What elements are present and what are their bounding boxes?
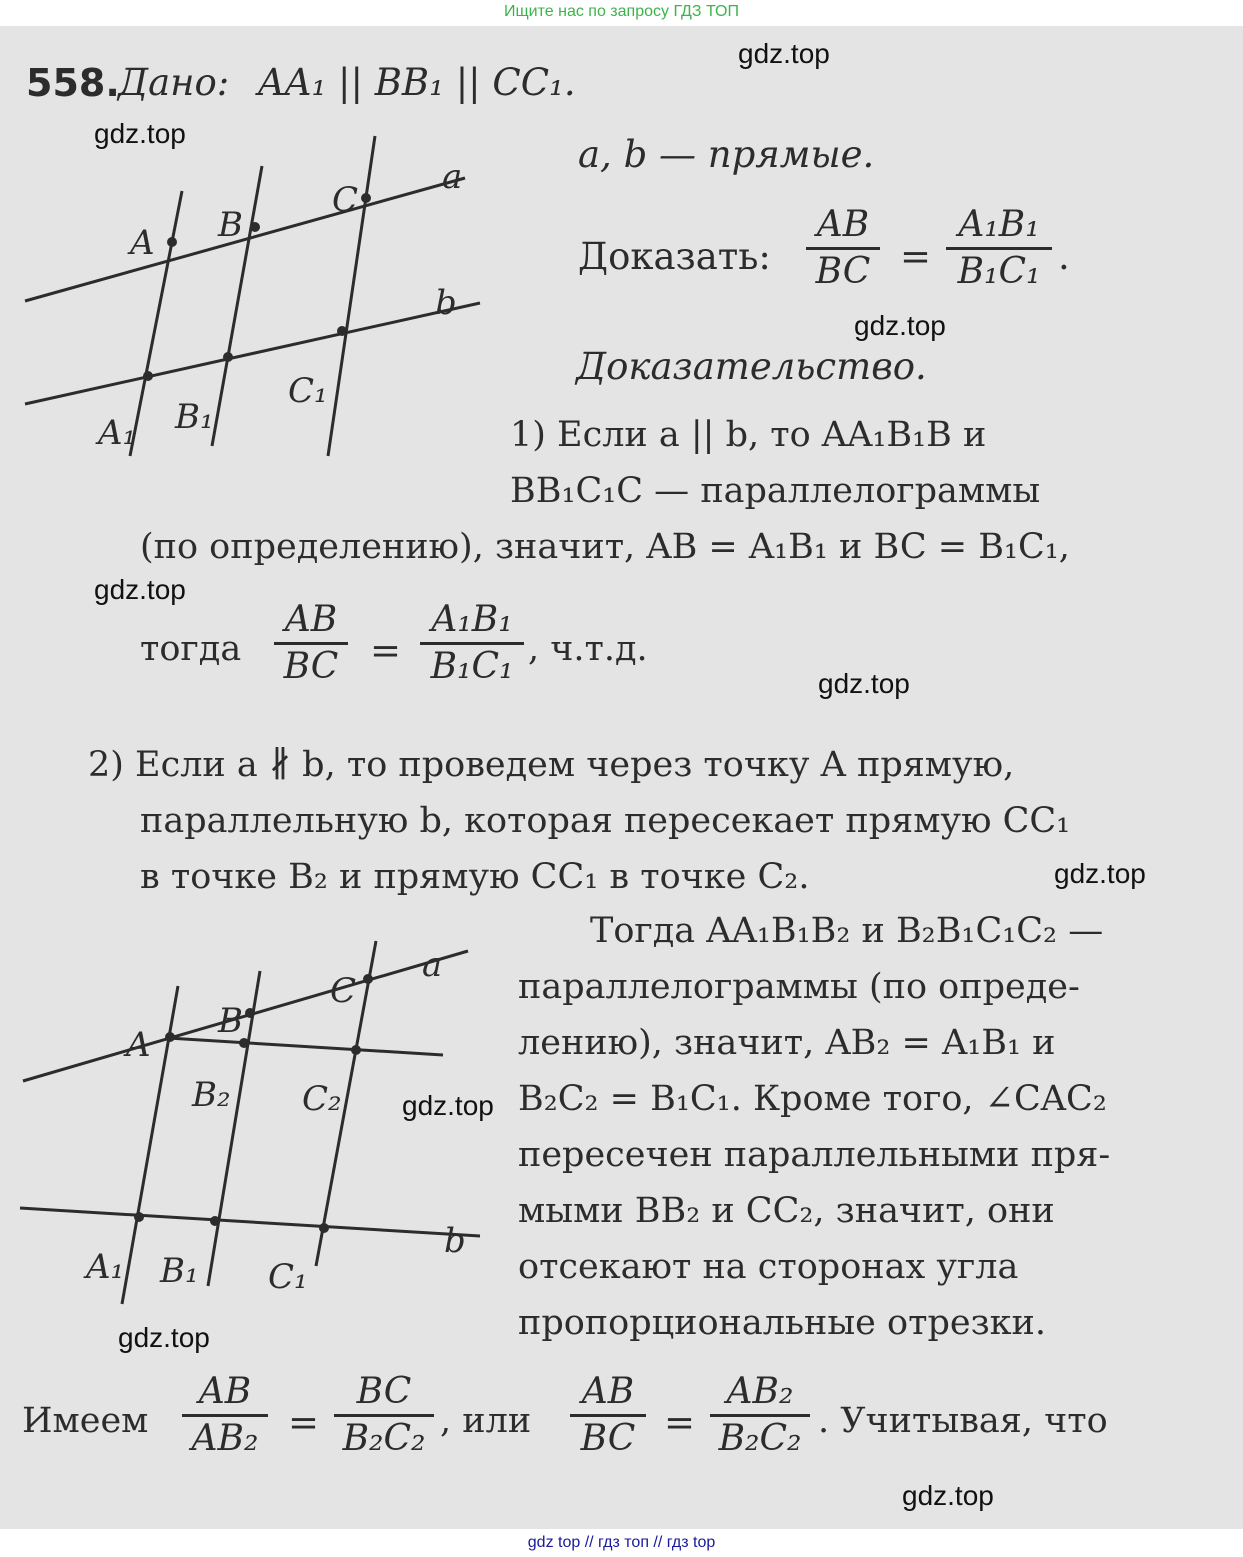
watermark: gdz.top [854,310,946,341]
label-C: C [332,180,359,220]
label-a: a [422,945,443,985]
part1-left-denominator: BC [283,646,339,687]
part2-right-8: пропорциональные отрезки. [518,1303,1046,1343]
final-or: , или [440,1401,532,1441]
part1-equals: = [370,629,402,672]
prove-equals: = [900,235,932,278]
prove-period: . [1058,235,1070,278]
final-fraction-4 [710,1370,810,1461]
prove-fraction-left [806,203,880,294]
prove-label: Доказать: [578,235,771,278]
label-A: A [130,223,155,263]
watermark: gdz.top [118,1322,210,1353]
label-C: C [330,971,357,1011]
label-C2: C₂ [302,1079,342,1119]
watermark: gdz.top [738,38,830,69]
part2-line3: в точке B₂ и прямую CC₁ в точке C₂. [140,857,810,897]
problem-number: 558. [26,61,120,105]
label-b: b [444,1221,466,1261]
textbook-page [0,26,1243,1529]
lines-note: a, b — прямые. [578,133,875,176]
part1-end: , ч.т.д. [528,629,648,669]
part2-right-4: B₂C₂ = B₁C₁. Кроме того, ∠CAC₂ [518,1079,1107,1119]
given-label: Дано: [118,61,230,104]
final-f4-denominator: B₂C₂ [718,1418,802,1459]
label-A1: A₁ [98,413,137,453]
final-have: Имеем [22,1401,149,1441]
label-C1: C₁ [288,371,328,411]
part2-line2: параллельную b, которая пересекает прямую CC₁ [140,801,1071,841]
final-f2-denominator: B₂C₂ [342,1418,426,1459]
part1-line1: 1) Если a || b, то AA₁B₁B и [510,415,987,455]
part2-right-3: лению), значит, AB₂ = A₁B₁ и [518,1023,1056,1063]
line-b [20,1208,480,1236]
part2-right-5: пересечен параллельными пря- [518,1135,1111,1175]
label-A1: A₁ [86,1247,125,1287]
line-b [25,303,480,404]
label-A: A [126,1025,151,1065]
prove-right-denominator: B₁C₁ [957,251,1041,292]
line-a [25,178,465,301]
prove-right-numerator: A₁B₁ [958,204,1040,245]
part1-line2: BB₁C₁C — параллелограммы [510,471,1041,511]
label-B2: B₂ [192,1075,231,1115]
final-f3-denominator: BC [580,1418,636,1459]
watermark: gdz.top [94,574,186,605]
final-f1-denominator: AB₂ [191,1418,259,1459]
final-fraction-1 [182,1370,268,1461]
part1-then: тогда [140,629,242,669]
label-b: b [435,283,457,323]
part2-line1: 2) Если a ∦ b, то проведем через точку A прямую, [88,745,1015,785]
proof-title: Доказательство. [576,345,927,388]
watermark: gdz.top [94,118,186,149]
prove-left-denominator: BC [815,251,871,292]
label-B1: B₁ [175,397,214,437]
final-equals-1: = [288,1401,320,1444]
final-tail: . Учитывая, что [818,1401,1108,1441]
final-fraction-3 [570,1370,646,1461]
part1-right-numerator: A₁B₁ [431,599,513,640]
label-a: a [442,157,463,197]
figure-1-parallel-lines [20,126,490,476]
part1-line3: (по определению), значит, AB = A₁B₁ и BC = B₁C₁, [140,527,1070,567]
part1-right-denominator: B₁C₁ [430,646,514,687]
top-banner[interactable]: Ищите нас по запросу ГДЗ ТОП [504,3,739,20]
label-B1: B₁ [160,1251,199,1291]
final-fraction-2 [334,1370,434,1461]
part2-right-1: Тогда AA₁B₁B₂ и B₂B₁C₁C₂ — [590,911,1104,951]
watermark: gdz.top [902,1480,994,1511]
prove-fraction-right [946,203,1052,294]
part2-right-7: отсекают на сторонах угла [518,1247,1019,1287]
final-f3-numerator: AB [581,1371,635,1412]
prove-left-numerator: AB [816,204,870,245]
figure-1-lines [25,136,480,456]
watermark: gdz.top [1054,858,1146,889]
part2-right-2: параллелограммы (по опреде- [518,967,1080,1007]
final-f4-numerator: AB₂ [726,1371,794,1412]
watermark: gdz.top [818,668,910,699]
label-B: B [218,205,243,245]
label-B: B [218,1001,243,1041]
watermark: gdz.top [402,1090,494,1121]
part2-right-6: мыми BB₂ и CC₂, значит, они [518,1191,1055,1231]
part1-fraction-left [274,598,348,689]
label-C1: C₁ [268,1257,308,1297]
final-f1-numerator: AB [198,1371,252,1412]
final-equals-2: = [664,1401,696,1444]
part1-left-numerator: AB [284,599,338,640]
final-f2-numerator: BC [356,1371,412,1412]
line-through-A-parallel-b [168,1038,443,1055]
part1-fraction-right [420,598,524,689]
given-expression: AA₁ || BB₁ || CC₁. [258,61,576,104]
bottom-links[interactable]: gdz top // гдз топ // гдз top [527,1534,716,1551]
